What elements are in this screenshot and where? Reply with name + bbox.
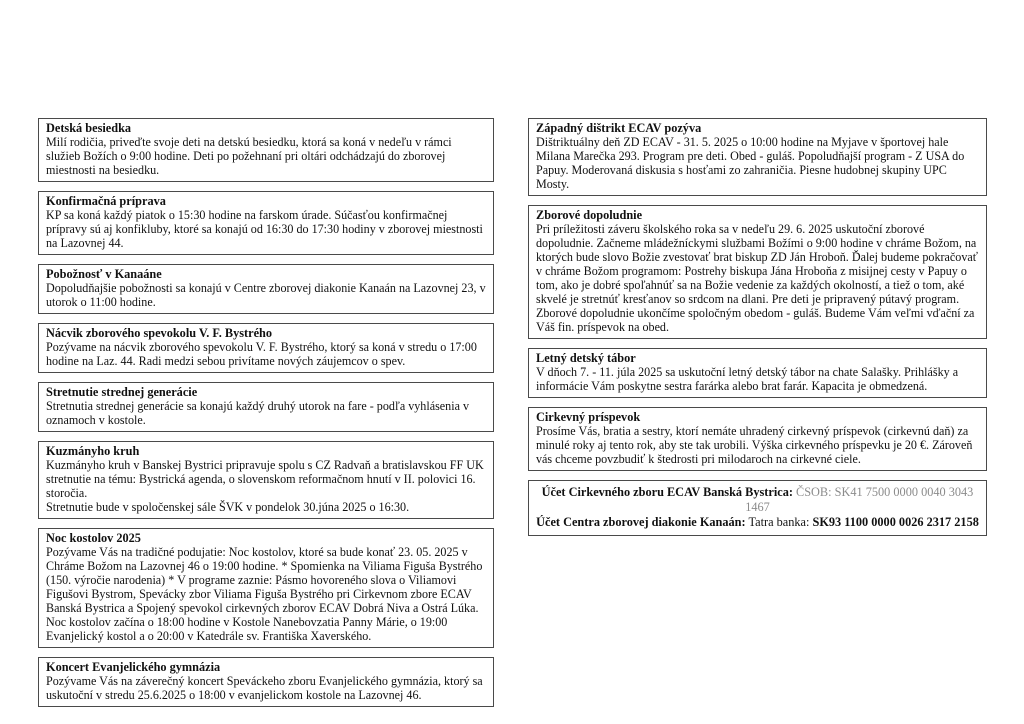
- section-title: Cirkevný príspevok: [536, 410, 641, 424]
- section-paragraph: Milí rodičia, priveďte svoje deti na detskú besiedku, ktorá sa koná v nedeľu v rámci služieb Božích o 9:00 hodine. Deti po požehnaní pri oltári odchádzajú do zborovej miestnosti na besiedku.: [46, 135, 452, 177]
- bank-name: ČSOB:: [796, 485, 832, 499]
- section-cirkevny-prispevok: [528, 407, 987, 471]
- bank-accounts-box: [528, 480, 987, 536]
- section-title: Pobožnosť v Kanaáne: [46, 267, 162, 281]
- bank-account-number: SK41 7500 0000 0040 3043 1467: [745, 485, 974, 514]
- section-konfirmacna-priprava: [38, 191, 494, 255]
- section-title: Stretnutie strednej generácie: [46, 385, 198, 399]
- section-paragraph: Pozývame Vás na tradičné podujatie: Noc kostolov, ktoré sa bude konať 23. 05. 2025 v Chráme Božom na Lazovnej 46 o 19:00 hodine. * Spomienka na Viliama Figuša Bystrého (150. výročie narodenia) * V programe zaznie: Pásmo hovoreného slova o Viliamovi Figušovi Bystrom, Spevácky zbor Viliama Figuša Bystrého pri Cirkevnom zbore ECAV Banská Bystrica a Spojený spevokol cirkevných zborov ECAV Dobrá Niva a Ostrá Lúka.: [46, 545, 483, 615]
- section-letny-detsky-tabor: [528, 348, 987, 398]
- section-paragraph: Noc kostolov začína o 18:00 hodine v Kostole Nanebovzatia Panny Márie, o 19:00 Evanjelický kostol a o 20:00 v Katedrále sv. Františka Xaverského.: [46, 615, 448, 643]
- section-title: Konfirmačná príprava: [46, 194, 166, 208]
- section-title: Nácvik zborového spevokolu V. F. Bystrého: [46, 326, 273, 340]
- bank-name: Tatra banka:: [748, 515, 810, 529]
- section-paragraph: KP sa koná každý piatok o 15:30 hodine na farskom úrade. Súčasťou konfirmačnej prípravy sú aj konfikluby, ktoré sa konajú od 16:30 do 17:30 hodiny v zborovej miestnosti na Lazovnej 44.: [46, 208, 483, 250]
- section-paragraph: Stretnutia strednej generácie sa konajú každý druhý utorok na fare - podľa vyhlásenia v oznamoch v kostole.: [46, 399, 470, 427]
- section-title: Západný dištrikt ECAV pozýva: [536, 121, 702, 135]
- section-paragraph: Dištriktuálny deň ZD ECAV - 31. 5. 2025 o 10:00 hodine na Myjave v športovej hale Milana Marečka 293. Program pre deti. Obed - guláš. Popoludňajší program - Z USA do Papuy. Moderovaná diskusia s hosťami zo zahraničia. Piesne hudobnej skupiny UPC Mosty.: [536, 135, 965, 191]
- section-stretnutie-strednej-generacie: [38, 382, 494, 432]
- bank-account-church: [535, 485, 980, 515]
- left-column: [38, 118, 494, 707]
- right-column: [528, 118, 987, 536]
- bank-account-label: Účet Centra zborovej diakonie Kanaán:: [536, 515, 746, 529]
- section-poboznost-v-kanaane: [38, 264, 494, 314]
- section-title: Zborové dopoludnie: [536, 208, 643, 222]
- section-paragraph: Prosíme Vás, bratia a sestry, ktorí nemáte uhradený cirkevný príspevok (cirkevnú daň) za minulé roky aj tento rok, aby ste tak urobili. Výška cirkevného príspevku je 20 €. Zároveň vás chceme povzbudiť k štedrosti pri milodaroch na cirkevné ciele.: [536, 424, 973, 466]
- section-paragraph: Pri príležitosti záveru školského roka sa v nedeľu 29. 6. 2025 uskutoční zborové dopoludnie. Začneme mládežníckymi službami Božími o 9:00 hodine v chráme Božom, na ktorých bude slovo Božie zvestovať brat biskup ZD Ján Hroboň. Ďalej budeme pokračovať v chráme Božom programom: Postrehy biskupa Jána Hroboňa z misijnej cesty v Papuy o tom, ako je dobré spoľahnúť sa na Božie vedenie za každých okolností, a tiež o tom, aké skvelé je stretnúť kresťanov so srdcom na dlani. Pre deti je pripravený pútavý program. Zborové dopoludnie ukončíme spoločným obedom - guláš. Budeme Vám veľmi vďační za Váš fin. príspevok na obed.: [536, 222, 978, 334]
- section-title: Noc kostolov 2025: [46, 531, 141, 545]
- section-zapadny-distrikt: [528, 118, 987, 196]
- bank-account-kanaan: [535, 515, 980, 530]
- section-detska-besiedka: [38, 118, 494, 182]
- bank-account-label: Účet Cirkevného zboru ECAV Banská Bystrica:: [541, 485, 793, 499]
- section-paragraph: Kuzmányho kruh v Banskej Bystrici pripravuje spolu s CZ Radvaň a bratislavskou FF UK stretnutie na tému: Bystrická agenda, o slovenskom reformačnom hnutí v II. polovici 16. storočia.: [46, 458, 484, 500]
- section-title: Kuzmányho kruh: [46, 444, 140, 458]
- section-title: Koncert Evanjelického gymnázia: [46, 660, 221, 674]
- section-paragraph: Pozývame Vás na záverečný koncert Speváckeho zboru Evanjelického gymnázia, ktorý sa uskutoční v stredu 25.6.2025 o 18:00 v evanjelickom kostole na Lazovnej 46.: [46, 674, 483, 702]
- section-paragraph: Stretnutie bude v spoločenskej sále ŠVK v pondelok 30.júna 2025 o 16:30.: [46, 500, 410, 514]
- section-kuzmanyho-kruh: [38, 441, 494, 519]
- section-noc-kostolov: [38, 528, 494, 648]
- section-title: Letný detský tábor: [536, 351, 636, 365]
- section-paragraph: Pozývame na nácvik zborového spevokolu V. F. Bystrého, ktorý sa koná v stredu o 17:00 hodine na Laz. 44. Radi medzi sebou privítame nových záujemcov o spev.: [46, 340, 477, 368]
- section-koncert-gymnazia: [38, 657, 494, 707]
- section-zborove-dopoludnie: [528, 205, 987, 339]
- bank-account-number: SK93 1100 0000 0026 2317 2158: [812, 515, 979, 529]
- section-paragraph: Dopoludňajšie pobožnosti sa konajú v Centre zborovej diakonie Kanaán na Lazovnej 23, v utorok o 11:00 hodine.: [46, 281, 486, 309]
- section-nacvik-spevokolu: [38, 323, 494, 373]
- section-paragraph: V dňoch 7. - 11. júla 2025 sa uskutoční letný detský tábor na chate Salašky. Prihlášky a informácie Vám poskytne sestra farárka alebo brat farár. Kapacita je obmedzená.: [536, 365, 959, 393]
- section-title: Detská besiedka: [46, 121, 132, 135]
